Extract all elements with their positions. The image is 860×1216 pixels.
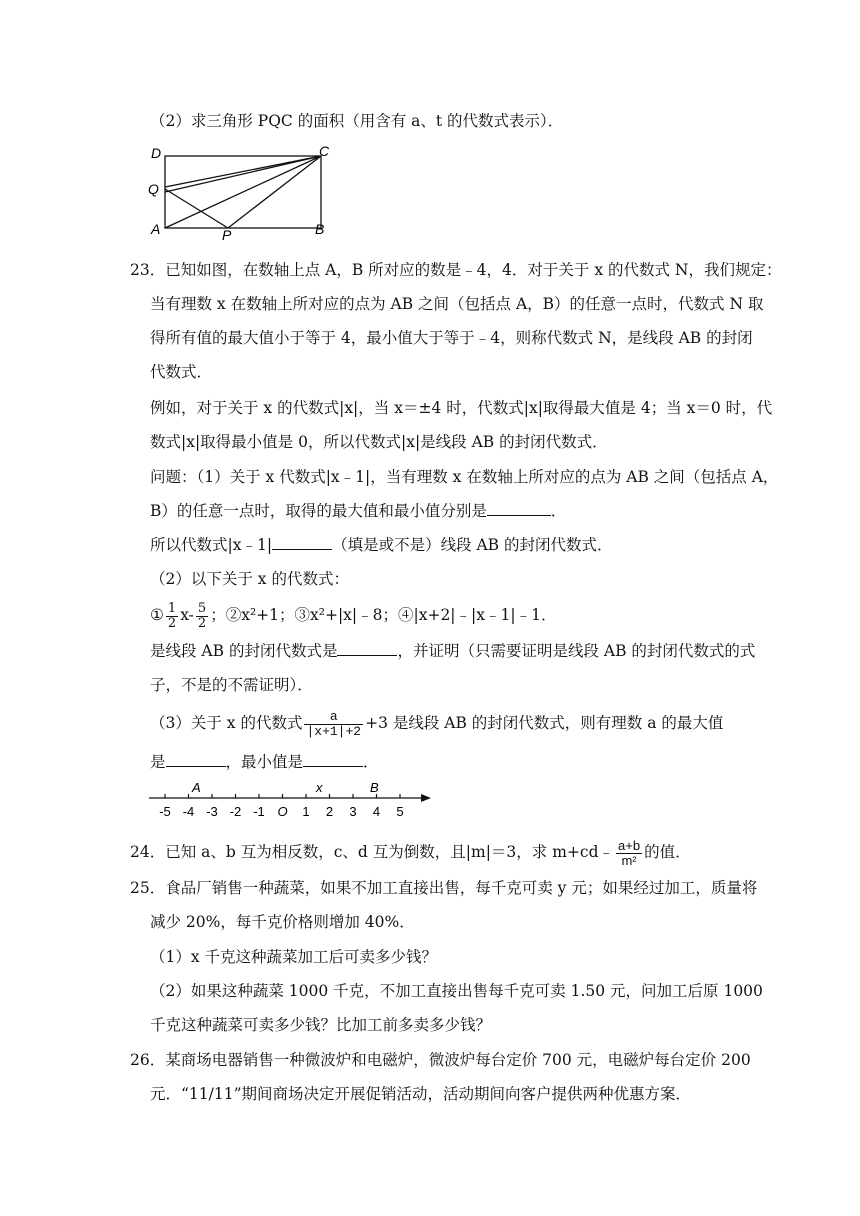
q23-p4-l1: （2）以下关于 x 的代数式： xyxy=(150,570,349,588)
label-Q: Q xyxy=(148,181,159,197)
q23-p5-l1-b: ，并证明（只需要证明是线段 AB 的封闭代数式的式 xyxy=(397,642,756,660)
number-line-tick-label: -1 xyxy=(253,804,265,819)
number-line-tick-label: 2 xyxy=(325,804,334,819)
answer-blank-5[interactable] xyxy=(303,752,363,767)
q23-p3-l2-end: ． xyxy=(550,502,567,520)
q23-p5-l1-a: 是线段 AB 的封闭代数式是 xyxy=(150,642,338,660)
label-B: B xyxy=(315,221,325,237)
q23-p6-l2 xyxy=(150,751,379,773)
nl-label-A: A xyxy=(192,780,201,795)
number-line-tick-label: -3 xyxy=(206,804,218,819)
answer-blank-3[interactable] xyxy=(337,641,397,656)
label-P: P xyxy=(222,227,232,242)
answer-blank-4[interactable] xyxy=(166,752,226,767)
q23-p2-l2: 数式|x|取得最小值是 0，所以代数式|x|是线段 AB 的封闭代数式． xyxy=(150,433,608,451)
opt1-fraction-2: $\frac{5}{2}$ xyxy=(197,600,207,631)
q22-part2: （2）求三角形 PQC 的面积（用含有 a、t 的代数式表示）． xyxy=(150,112,564,130)
q23-p3-l2-text: B）的任意一点时，取得的最大值和最小值分别是 xyxy=(150,502,487,520)
q23-p3-l1: 问题：（1）关于 x 代数式|x﹣1|，当有理数 x 在数轴上所对应的点为 AB 之间（包括点 A， xyxy=(150,468,779,486)
q23-p3-l3-a: 所以代数式|x﹣1| xyxy=(150,536,273,554)
number-line-tick-label: O xyxy=(277,804,288,819)
opt1-fraction-1: $\frac{1}{2}$ xyxy=(167,600,177,631)
q23-p1-l1: 23．已知如图，在数轴上点 A，B 所对应的数是﹣4，4．对于关于 x 的代数式 N，我们规定： xyxy=(130,261,782,279)
number-line-tick-label: -4 xyxy=(182,804,195,819)
answer-blank-2[interactable] xyxy=(272,535,332,550)
number-line-tick-label: 3 xyxy=(349,804,357,819)
q24 xyxy=(130,834,691,870)
q23-p1-l2: 当有理数 x 在数轴上所对应的点为 AB 之间（包括点 A，B）的任意一点时，代数式 N 取 xyxy=(150,295,764,313)
q23-p6-l1 xyxy=(150,706,723,740)
q23-p3-l3 xyxy=(150,534,613,556)
opt1-prefix: ① xyxy=(150,606,164,624)
q23-p3-l3-b: （填是或不是）线段 AB 的封闭代数式． xyxy=(332,536,613,554)
number-line xyxy=(145,778,435,824)
q23-p1-l4: 代数式． xyxy=(150,363,213,381)
q26-l1: 26．某商场电器销售一种微波炉和电磁炉，微波炉每台定价 700 元，电磁炉每台定价 200 xyxy=(130,1051,751,1069)
q23-p5-l2: 子，不是的不需证明）． xyxy=(150,676,313,694)
p6-fraction: $\frac{a}{|x+1|+2}$ xyxy=(306,708,362,739)
q23-p6-l1-a: （3）关于 x 的代数式 xyxy=(150,714,303,732)
q26-l2: 元．“11/11”期间商场决定开展促销活动，活动期间向客户提供两种优惠方案． xyxy=(150,1085,692,1103)
nl-label-x: x xyxy=(316,780,323,795)
opt1-minus: - xyxy=(188,606,194,624)
answer-blank-1[interactable] xyxy=(487,501,551,516)
q25-l5: 千克这种蔬菜可卖多少钱？比加工前多卖多少钱？ xyxy=(150,1016,492,1034)
q23-p6-l2-b: ，最小值是 xyxy=(225,753,304,771)
rectangle-figure xyxy=(145,142,335,242)
q23-p5-l1 xyxy=(150,640,755,662)
label-A: A xyxy=(151,221,161,237)
number-line-tick-label: -2 xyxy=(229,804,242,819)
q25-l4: （2）如果这种蔬菜 1000 千克，不加工直接出售每千克可卖 1.50 元，问加工后原 1000 xyxy=(150,982,763,1000)
q23-options xyxy=(150,598,556,632)
label-C: C xyxy=(319,143,330,159)
nl-label-B: B xyxy=(370,780,379,795)
label-D: D xyxy=(151,145,162,161)
number-line-tick-label: 1 xyxy=(302,804,310,819)
number-line-tick-label: 4 xyxy=(372,804,381,819)
q23-p3-l2 xyxy=(150,500,566,522)
q24-text-b: 的值． xyxy=(644,843,691,861)
opt1-x: x xyxy=(180,606,189,624)
number-line-tick-label: 5 xyxy=(396,804,404,819)
q23-p6-l1-b: +3 是线段 AB 的封闭代数式，则有理数 a 的最大值 xyxy=(365,714,724,732)
options-rest: ；②x²+1；③x²+|x|﹣8；④|x+2|﹣|x﹣1|﹣1． xyxy=(210,606,557,624)
q23-p2-l1: 例如，对于关于 x 的代数式|x|，当 x＝±4 时，代数式|x|取得最大值是 4；当 x＝0 时，代 xyxy=(150,399,773,417)
q25-l1: 25．食品厂销售一种蔬菜，如果不加工直接出售，每千克可卖 y 元；如果经过加工，质量将 xyxy=(130,879,758,897)
q23-p6-l2-a: 是 xyxy=(150,753,166,771)
number-line-tick-label: -5 xyxy=(159,804,171,819)
q24-fraction: $\frac{a+b}{\text{m²}}$ xyxy=(618,837,641,868)
q25-l3: （1）x 千克这种蔬菜加工后可卖多少钱？ xyxy=(150,948,438,966)
q24-text-a: 24．已知 a、b 互为相反数，c、d 互为倒数，且|m|＝3，求 m+cd﹣ xyxy=(130,843,614,861)
q23-p6-l2-c: ． xyxy=(363,753,379,771)
q25-l2: 减少 20%，每千克价格则增加 40%． xyxy=(150,913,415,931)
q23-p1-l3: 得所有值的最大值小于等于 4，最小值大于等于﹣4，则称代数式 N，是线段 AB 的封闭 xyxy=(150,329,753,347)
